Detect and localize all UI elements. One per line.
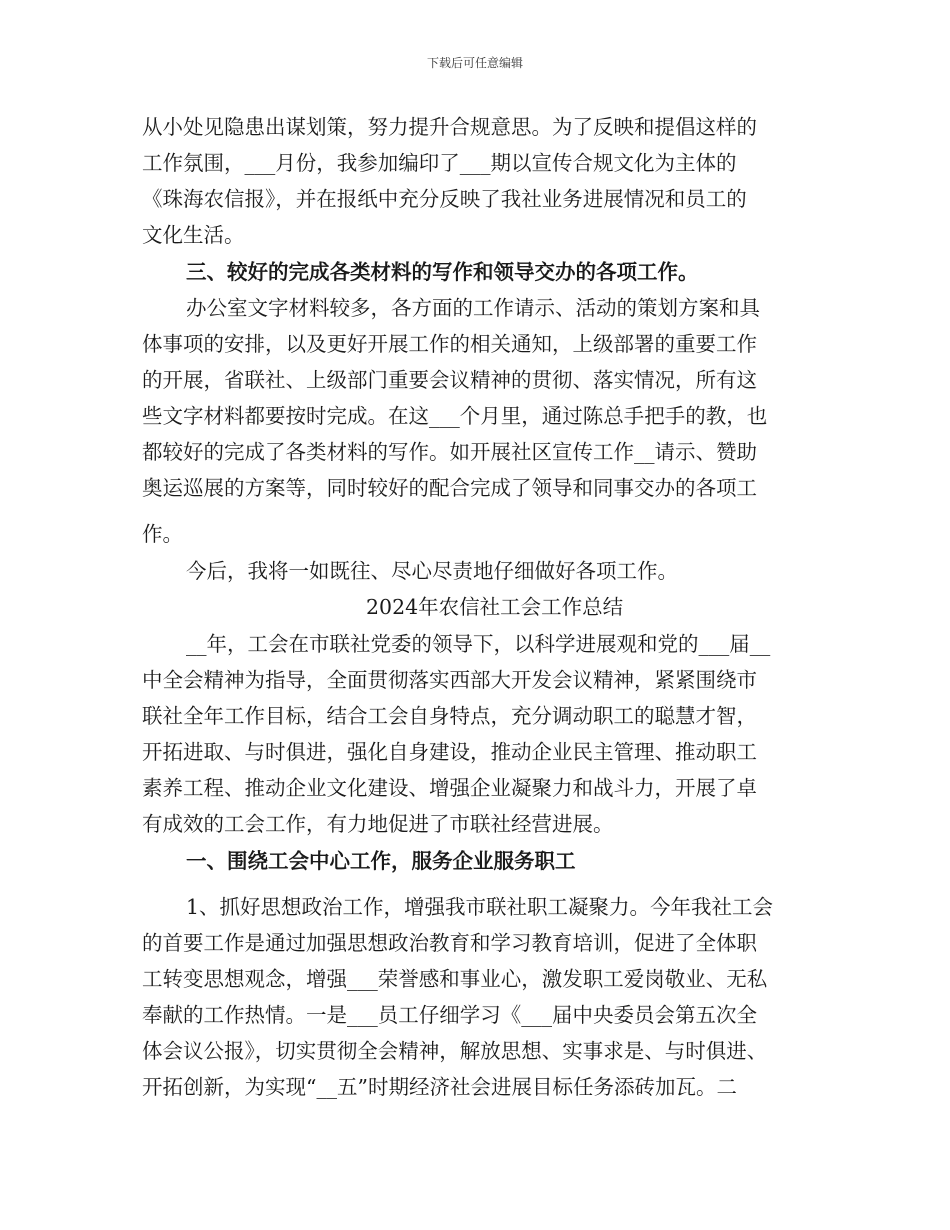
body-line: 些文字材料都要按时完成。在这___个月里，通过陈总手把手的教，也 <box>142 404 768 428</box>
body-line: 今后，我将一如既往、尽心尽责地仔细做好各项工作。 <box>186 559 678 583</box>
body-line: 联社全年工作目标，结合工会自身特点，充分调动职工的聪慧才智， <box>142 704 757 728</box>
section-heading: 一、围绕工会中心工作，服务企业服务职工 <box>186 849 576 873</box>
body-line: 1、抓好思想政治工作，增强我市联社职工凝聚力。今年我社工会 <box>186 895 774 919</box>
body-line: 的开展，省联社、上级部门重要会议精神的贯彻、落实情况，所有这 <box>142 368 757 392</box>
body-line: 《珠海农信报》，并在报纸中充分反映了我社业务进展情况和员工的 <box>142 187 747 211</box>
body-line: 奥运巡展的方案等，同时较好的配合完成了领导和同事交办的各项工 <box>142 476 757 500</box>
page-header: 下载后可任意编辑 <box>426 56 523 70</box>
body-line: __年，工会在市联社党委的领导下，以科学进展观和党的___届__ <box>186 632 771 656</box>
body-line: 工转变思想观念，增强___荣誉感和事业心，激发职工爱岗敬业、无私 <box>142 967 768 991</box>
body-line: 作。 <box>142 522 183 546</box>
body-line: 开拓创新，为实现“__五”时期经济社会进展目标任务添砖加瓦。二 <box>142 1075 737 1099</box>
body-line: 都较好的完成了各类材料的写作。如开展社区宣传工作__请示、赞助 <box>142 440 757 464</box>
body-line: 文化生活。 <box>142 223 245 247</box>
body-line: 开拓进取、与时俱进，强化自身建设，推动企业民主管理、推动职工 <box>142 740 757 764</box>
section-heading: 三、较好的完成各类材料的写作和领导交办的各项工作。 <box>186 260 699 284</box>
body-line: 办公室文字材料较多，各方面的工作请示、活动的策划方案和具 <box>186 296 760 320</box>
body-line: 工作氛围，___月份，我参加编印了___期以宣传合规文化为主体的 <box>142 151 737 175</box>
body-line: 体事项的安排，以及更好开展工作的相关通知，上级部署的重要工作 <box>142 332 757 356</box>
body-line: 的首要工作是通过加强思想政治教育和学习教育培训，促进了全体职 <box>142 931 757 955</box>
document-title: 2024年农信社工会工作总结 <box>366 595 624 619</box>
body-line: 奉献的工作热情。一是___员工仔细学习《___届中央委员会第五次全 <box>142 1003 757 1027</box>
body-line: 素养工程、推动企业文化建设、增强企业凝聚力和战斗力，开展了卓 <box>142 776 757 800</box>
body-line: 从小处见隐患出谋划策，努力提升合规意思。为了反映和提倡这样的 <box>142 115 757 139</box>
body-line: 中全会精神为指导，全面贯彻落实西部大开发会议精神，紧紧围绕市 <box>142 668 757 692</box>
body-line: 体会议公报》，切实贯彻全会精神，解放思想、实事求是、与时俱进、 <box>142 1039 768 1063</box>
body-line: 有成效的工会工作，有力地促进了市联社经营进展。 <box>142 812 614 836</box>
